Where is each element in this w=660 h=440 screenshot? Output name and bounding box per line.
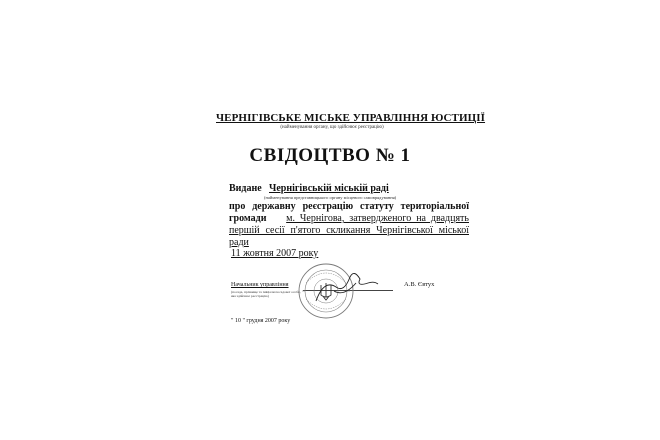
purpose-line-3: першій сесії п'ятого скликання Чернігівської міської bbox=[229, 225, 469, 236]
purpose-line-1: про державну реєстрацію статуту територіальної bbox=[229, 201, 469, 212]
official-seal-and-signature bbox=[296, 261, 382, 321]
registration-date: 11 жовтня 2007 року bbox=[231, 248, 319, 259]
issued-to-caption: (найменування представницького органу місцевого самоврядування) bbox=[264, 195, 397, 200]
head-caption: (посада, прізвище та ініціали посадової особи, яка здійснює реєстрацію) bbox=[231, 290, 301, 298]
certificate-title: СВІДОЦТВО № 1 bbox=[249, 145, 411, 166]
head-title: Начальник управління bbox=[231, 282, 289, 288]
purpose-line-2 bbox=[229, 213, 469, 225]
issuing-authority: ЧЕРНІГІВСЬКЕ МІСЬКЕ УПРАВЛІННЯ ЮСТИЦІЇ bbox=[216, 112, 486, 124]
head-name: А.В. Євтух bbox=[404, 281, 435, 288]
authority-caption: (найменування органу, що здійснює реєстрацію) bbox=[280, 125, 384, 130]
issued-label: Видане bbox=[229, 183, 262, 194]
issue-date: " 10 " грудня 2007 року bbox=[231, 318, 291, 324]
purpose-line-4: ради bbox=[229, 237, 249, 248]
purpose-line-2-lead: громади bbox=[229, 213, 267, 224]
issued-to: Чернігівській міській раді bbox=[269, 183, 389, 194]
purpose-text bbox=[229, 201, 469, 249]
purpose-line-2-rest: м. Чернігова, затвердженого на двадцять bbox=[286, 213, 469, 224]
